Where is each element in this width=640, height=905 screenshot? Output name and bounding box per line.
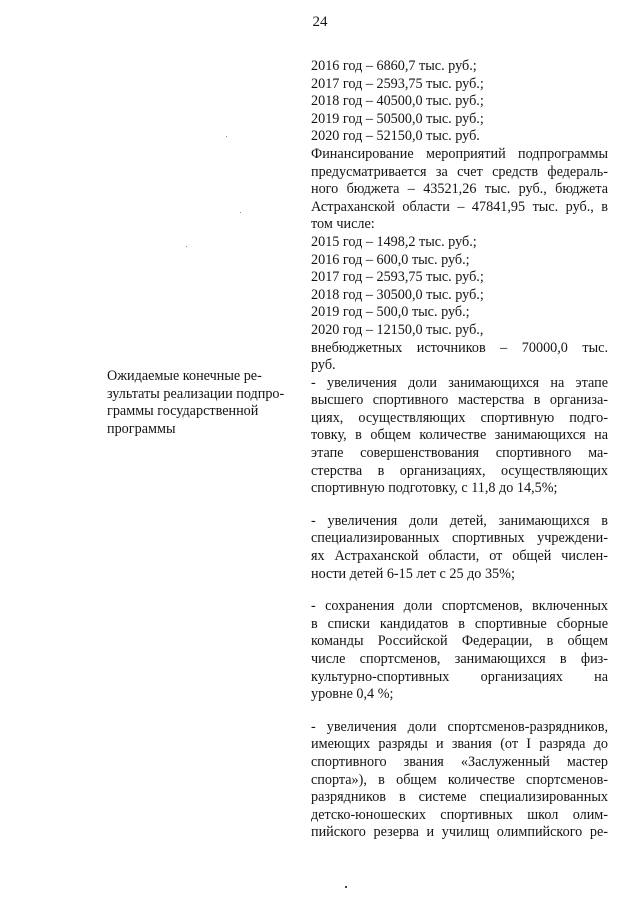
result-line: в списки кандидатов в спортивные сборные xyxy=(311,615,608,632)
result-line: циях, осуществляющих спортивную подго- xyxy=(311,409,608,426)
expected-results-heading xyxy=(107,368,299,438)
heading-line: программы xyxy=(107,420,176,437)
financing-year-line: 2018 год – 40500,0 тыс. руб.; xyxy=(311,93,484,110)
paragraph-line: ного бюджета – 43521,26 тыс. руб., бюджета xyxy=(311,181,608,198)
paragraph-line: том числе: xyxy=(311,216,375,233)
financing-year-line: 2020 год – 52150,0 тыс. руб. xyxy=(311,128,480,145)
budget-year-line: 2019 год – 500,0 тыс. руб.; xyxy=(311,304,470,321)
scan-dot xyxy=(345,886,347,888)
extrabudgetary-line: внебюджетных источников – 70000,0 тыс. xyxy=(311,339,608,356)
budget-year-line: 2020 год – 12150,0 тыс. руб., xyxy=(311,321,484,338)
result-line: высшего спортивного мастерства в организа- xyxy=(311,392,608,409)
financing-by-year-list xyxy=(311,58,608,146)
budget-year-line: 2016 год – 600,0 тыс. руб.; xyxy=(311,251,470,268)
paragraph-line: Астраханской области – 47841,95 тыс. руб., в xyxy=(311,198,608,215)
result-line: имеющих разряды и звания (от I разряда до xyxy=(311,736,608,753)
result-line: ях Астраханской области, от общей числен- xyxy=(311,548,608,565)
result-line: - увеличения доли детей, занимающихся в xyxy=(311,512,608,529)
result-line: ности детей 6-15 лет с 25 до 35%; xyxy=(311,565,515,582)
result-line: спорта»), в общем количестве спортсменов- xyxy=(311,771,608,788)
scan-speck xyxy=(240,212,241,213)
result-item xyxy=(311,719,608,842)
result-line: специализированных спортивных учреждени- xyxy=(311,530,608,547)
result-line: стерства в организациях, осуществляющих xyxy=(311,462,608,479)
result-line: спортивного звания «Заслуженный мастер xyxy=(311,753,608,770)
result-item xyxy=(311,375,608,498)
result-line: разрядников в системе специализированных xyxy=(311,789,608,806)
heading-line: Ожидаемые конечные ре- xyxy=(107,368,262,384)
financing-year-line: 2019 год – 50500,0 тыс. руб.; xyxy=(311,110,484,127)
extrabudgetary-sources xyxy=(311,340,608,375)
result-line: этапе совершенствования спортивного ма- xyxy=(311,445,608,462)
paragraph-line: предусматривается за счет средств федераль- xyxy=(311,163,608,180)
budget-year-line: 2015 год – 1498,2 тыс. руб.; xyxy=(311,233,477,250)
result-line: уровне 0,4 %; xyxy=(311,686,394,703)
result-line: пийского резерва и училищ олимпийского ре- xyxy=(311,824,608,841)
financing-paragraph xyxy=(311,146,608,234)
result-line: команды Российской Федерации, в общем xyxy=(311,633,608,650)
extrabudgetary-line: руб. xyxy=(311,357,336,374)
result-line: - увеличения доли занимающихся на этапе xyxy=(311,374,608,391)
result-item xyxy=(311,513,608,583)
page-number: 24 xyxy=(312,14,328,30)
financing-year-line: 2017 год – 2593,75 тыс. руб.; xyxy=(311,75,484,92)
budget-year-line: 2018 год – 30500,0 тыс. руб.; xyxy=(311,286,484,303)
regional-budget-by-year-list xyxy=(311,234,608,340)
result-line: спортивную подготовку, с 11,8 до 14,5%; xyxy=(311,480,558,497)
content-column xyxy=(311,58,608,842)
heading-line: граммы государственной xyxy=(107,403,259,420)
result-line: числе спортсменов, занимающихся в физ- xyxy=(311,651,608,667)
result-line: детско-юношеских спортивных школ олим- xyxy=(311,806,608,823)
heading-line: зультаты реализации подпро- xyxy=(107,385,285,402)
scan-speck xyxy=(186,246,187,247)
result-line: - сохранения доли спортсменов, включенных xyxy=(311,598,608,615)
budget-year-line: 2017 год – 2593,75 тыс. руб.; xyxy=(311,269,484,286)
result-item xyxy=(311,598,608,704)
expected-results-list xyxy=(311,375,608,842)
result-line: - увеличения доли спортсменов-разрядников, xyxy=(311,718,608,735)
result-line: культурно-спортивных организациях на xyxy=(311,668,608,685)
scan-speck xyxy=(226,136,227,137)
financing-year-line: 2016 год – 6860,7 тыс. руб.; xyxy=(311,58,477,74)
result-line: товку, в общем количестве занимающихся на xyxy=(311,427,608,444)
paragraph-line: Финансирование мероприятий подпрограммы xyxy=(311,145,608,162)
